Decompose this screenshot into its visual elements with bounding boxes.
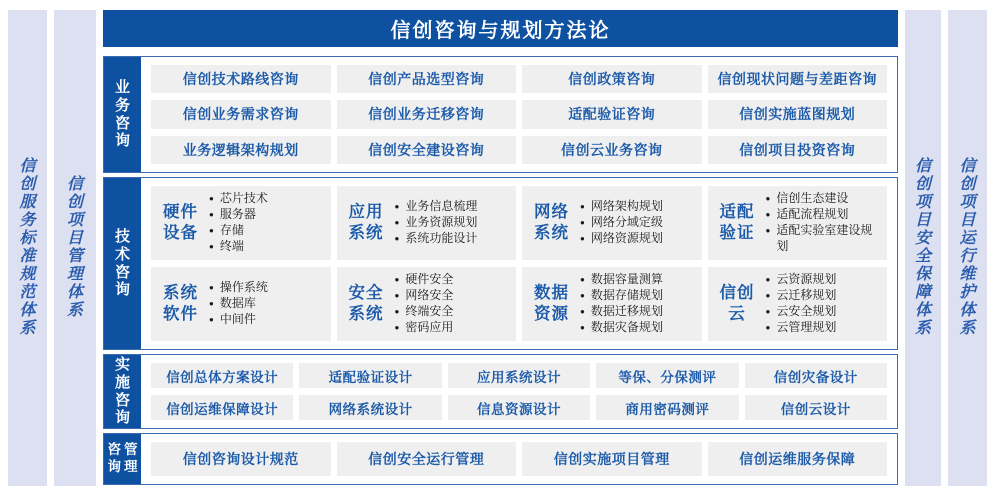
vertical-text-char: 体 xyxy=(19,301,36,319)
bullet-item xyxy=(766,320,837,336)
vertical-text-char: 技 xyxy=(114,228,130,246)
bullet-dot-icon: ● xyxy=(580,202,585,212)
bullet-text: 终端 xyxy=(219,238,244,253)
item-chip: 信创现状问题与差距咨询 xyxy=(708,65,888,93)
sidebar-security-assurance xyxy=(905,10,941,486)
bullet-item xyxy=(209,280,268,296)
group-title-line: 软件 xyxy=(163,305,198,323)
vertical-text-char: 目 xyxy=(66,230,83,248)
bullet-dot-icon: ● xyxy=(580,275,585,285)
vertical-text-char: 准 xyxy=(19,248,36,265)
group-title-line: 设备 xyxy=(163,224,198,242)
section-technical-consulting xyxy=(103,177,898,350)
bullet-text: 数据灾备规划 xyxy=(590,319,663,334)
section-technical-content xyxy=(141,178,897,349)
vertical-text-char: 范 xyxy=(19,283,36,301)
group-bullet-list xyxy=(580,199,663,246)
bullet-dot-icon: ● xyxy=(580,233,585,243)
group-card xyxy=(337,186,517,260)
section-management-label xyxy=(104,434,141,484)
bullet-dot-icon: ● xyxy=(765,194,771,204)
bullet-dot-icon: ● xyxy=(209,299,214,309)
bullet-text: 网络安全 xyxy=(405,288,454,303)
group-title-line: 系统 xyxy=(534,224,569,242)
bullet-text: 业务资源规划 xyxy=(405,215,478,230)
bullet-dot-icon: ● xyxy=(580,218,585,228)
item-chip: 信创运维保障设计 xyxy=(151,395,293,420)
group-title-line: 应用 xyxy=(348,202,384,221)
bullet-item xyxy=(395,320,454,336)
main-column xyxy=(103,10,898,486)
bullet-item xyxy=(395,272,454,288)
group-card xyxy=(337,267,517,341)
group-title-line: 适配 xyxy=(719,202,755,221)
bullet-text: 业务信息梳理 xyxy=(405,199,478,214)
bullet-item xyxy=(580,215,663,231)
bullet-dot-icon: ● xyxy=(765,291,771,301)
vertical-text-char: 咨 xyxy=(114,391,130,409)
section-consulting-management xyxy=(103,433,898,485)
bullet-text: 云管理规划 xyxy=(776,319,837,334)
bullet-item xyxy=(580,199,663,215)
vertical-text-char: 项 xyxy=(959,194,976,212)
section-business-consulting xyxy=(103,56,898,173)
vertical-text-char: 运 xyxy=(959,230,976,248)
bullet-item xyxy=(580,272,663,288)
group-title-line: 系统 xyxy=(348,224,384,242)
vertical-text-char: 询 xyxy=(114,281,130,299)
vertical-text-char: 系 xyxy=(914,319,931,337)
bullet-dot-icon: ● xyxy=(580,307,585,316)
bullet-item xyxy=(580,320,663,336)
bullet-dot-icon: ● xyxy=(765,275,771,285)
group-card xyxy=(708,267,888,341)
item-chip: 网络系统设计 xyxy=(299,395,441,420)
bullet-text: 网络资源规划 xyxy=(590,230,663,245)
bullet-text: 服务器 xyxy=(219,207,256,222)
bullet-dot-icon: ● xyxy=(394,218,400,228)
vertical-text-char: 安 xyxy=(914,230,931,248)
vertical-text-char: 系 xyxy=(959,319,976,337)
vertical-text-column xyxy=(915,158,931,337)
bullet-item xyxy=(209,191,268,207)
vertical-text-char: 询 xyxy=(107,459,121,474)
group-title-line: 验证 xyxy=(719,224,755,242)
item-chip: 信创总体方案设计 xyxy=(151,363,293,388)
item-chip: 信创安全运行管理 xyxy=(337,442,517,476)
bullet-text: 存储 xyxy=(219,223,244,237)
item-chip: 信息资源设计 xyxy=(448,395,590,420)
section-technical-label xyxy=(104,178,141,349)
vertical-text-char: 询 xyxy=(114,132,130,150)
bullet-dot-icon: ● xyxy=(209,283,214,293)
group-title-line: 云 xyxy=(728,305,746,323)
group-title-line: 安全 xyxy=(348,283,384,302)
vertical-text-char: 目 xyxy=(914,212,931,230)
vertical-text-char: 实 xyxy=(114,356,130,374)
vertical-text-char: 咨 xyxy=(114,263,130,281)
bullet-item xyxy=(766,207,884,223)
bullet-item xyxy=(766,272,837,288)
group-title-line: 硬件 xyxy=(163,202,198,221)
vertical-text-char: 信 xyxy=(19,158,36,176)
bullet-item xyxy=(395,231,478,247)
vertical-text-char: 询 xyxy=(114,409,130,427)
bullet-item xyxy=(395,199,478,215)
item-chip: 信创政策咨询 xyxy=(522,65,702,93)
bullet-text: 云资源规划 xyxy=(776,272,837,287)
sidebar-project-management xyxy=(54,10,96,486)
group-card xyxy=(522,186,702,260)
section-business-label xyxy=(104,57,141,172)
vertical-text-char: 信 xyxy=(914,158,931,176)
bullet-dot-icon: ● xyxy=(209,241,214,251)
item-chip: 信创实施项目管理 xyxy=(522,442,702,476)
bullet-dot-icon: ● xyxy=(394,291,400,301)
vertical-text-char: 规 xyxy=(19,265,36,283)
vertical-text-column xyxy=(67,176,83,319)
group-bullet-list xyxy=(209,191,268,254)
section-implementation-consulting xyxy=(103,354,898,429)
bullet-text: 操作系统 xyxy=(219,280,268,295)
bullet-dot-icon: ● xyxy=(394,233,400,243)
item-chip: 信创项目投资咨询 xyxy=(708,136,888,164)
vertical-text-char: 理 xyxy=(66,265,83,283)
vertical-text-char: 体 xyxy=(914,301,931,319)
bullet-text: 中间件 xyxy=(219,311,256,326)
bullet-text: 芯片技术 xyxy=(219,191,268,206)
diagram-title: 信创咨询与规划方法论 xyxy=(103,10,898,47)
bullet-dot-icon: ● xyxy=(394,202,400,212)
group-bullet-list xyxy=(395,199,478,246)
bullet-text: 云安全规划 xyxy=(776,304,837,318)
bullet-dot-icon: ● xyxy=(209,314,214,324)
vertical-text-column xyxy=(108,442,122,476)
item-chip: 信创业务需求咨询 xyxy=(151,100,331,128)
group-title xyxy=(163,283,198,326)
bullet-dot-icon: ● xyxy=(765,210,771,220)
item-chip: 业务逻辑架构规划 xyxy=(151,136,331,164)
vertical-text-char: 管 xyxy=(124,442,138,458)
vertical-text-char: 术 xyxy=(114,245,130,263)
bullet-item xyxy=(580,304,663,320)
bullet-text: 云迁移规划 xyxy=(776,288,837,303)
vertical-text-char: 业 xyxy=(114,79,130,97)
vertical-text-char: 创 xyxy=(66,194,83,212)
section-implementation-content xyxy=(141,355,897,428)
vertical-text-char: 服 xyxy=(19,194,36,212)
group-bullet-list xyxy=(209,280,268,327)
item-chip: 适配验证咨询 xyxy=(522,100,702,128)
vertical-text-char: 系 xyxy=(66,301,83,319)
bullet-dot-icon: ● xyxy=(580,291,585,301)
group-title-line: 系统 xyxy=(163,283,198,302)
group-bullet-list xyxy=(395,272,454,335)
bullet-item xyxy=(766,288,837,304)
vertical-text-char: 项 xyxy=(914,194,931,212)
bullet-text: 网络分域定级 xyxy=(590,215,663,230)
vertical-text-char: 创 xyxy=(19,176,36,194)
section-implementation-label xyxy=(104,355,141,428)
vertical-text-char: 咨 xyxy=(107,442,121,458)
bullet-item xyxy=(766,191,884,207)
bullet-dot-icon: ● xyxy=(209,210,214,220)
vertical-text-column xyxy=(115,228,130,299)
item-chip: 应用系统设计 xyxy=(448,363,590,388)
vertical-text-char: 标 xyxy=(19,230,36,248)
bullet-text: 适配流程规划 xyxy=(776,207,849,222)
bullet-dot-icon: ● xyxy=(765,226,771,235)
group-title xyxy=(720,202,755,245)
bullet-dot-icon: ● xyxy=(394,307,400,316)
bullet-text: 信创生态建设 xyxy=(776,191,849,206)
bullet-text: 网络架构规划 xyxy=(590,199,663,214)
bullet-item xyxy=(209,239,268,255)
vertical-text-char: 体 xyxy=(959,301,976,319)
item-chip: 信创技术路线咨询 xyxy=(151,65,331,93)
item-chip: 信创运维服务保障 xyxy=(708,442,888,476)
bullet-item xyxy=(209,223,268,239)
vertical-text-char: 障 xyxy=(914,283,931,301)
vertical-text-char: 维 xyxy=(959,265,976,283)
vertical-text-char: 护 xyxy=(959,283,976,301)
bullet-dot-icon: ● xyxy=(209,226,214,235)
group-title-line: 系统 xyxy=(348,305,384,323)
bullet-text: 数据存储规划 xyxy=(590,288,663,303)
vertical-text-char: 创 xyxy=(959,176,976,194)
item-chip: 商用密码测评 xyxy=(596,395,738,420)
vertical-text-column xyxy=(115,356,130,427)
group-bullet-list xyxy=(766,191,884,254)
group-title xyxy=(534,202,569,245)
group-card xyxy=(522,267,702,341)
vertical-text-char: 施 xyxy=(114,373,130,391)
vertical-text-char: 行 xyxy=(959,248,976,265)
item-chip: 信创产品选型咨询 xyxy=(337,65,517,93)
group-card xyxy=(151,186,331,260)
bullet-dot-icon: ● xyxy=(394,322,400,332)
group-card xyxy=(151,267,331,341)
bullet-text: 数据容量测算 xyxy=(590,272,663,287)
bullet-item xyxy=(209,207,268,223)
item-chip: 信创咨询设计规范 xyxy=(151,442,331,476)
bullet-item xyxy=(395,304,454,320)
vertical-text-char: 体 xyxy=(66,283,83,301)
item-chip: 等保、分保测评 xyxy=(596,363,738,388)
group-bullet-list xyxy=(580,272,663,335)
vertical-text-column xyxy=(124,442,138,476)
item-chip: 信创灾备设计 xyxy=(745,363,887,388)
group-card xyxy=(708,186,888,260)
bullet-text: 密码应用 xyxy=(405,319,454,334)
group-bullet-list xyxy=(766,272,837,335)
item-chip: 适配验证设计 xyxy=(299,363,441,388)
vertical-text-char: 务 xyxy=(19,212,36,230)
bullet-dot-icon: ● xyxy=(580,322,585,332)
vertical-text-char: 全 xyxy=(914,248,931,265)
vertical-text-char: 管 xyxy=(66,248,83,265)
group-title xyxy=(534,283,569,326)
vertical-text-char: 创 xyxy=(914,176,931,194)
group-title xyxy=(720,283,755,326)
group-title xyxy=(349,283,384,326)
vertical-text-char: 理 xyxy=(124,459,138,474)
item-chip: 信创业务迁移咨询 xyxy=(337,100,517,128)
bullet-text: 数据迁移规划 xyxy=(590,304,663,318)
group-title-line: 数据 xyxy=(534,283,569,302)
bullet-item xyxy=(209,312,268,328)
bullet-text: 数据库 xyxy=(219,296,256,311)
sidebar-operation-maintenance xyxy=(948,10,987,486)
vertical-text-char: 信 xyxy=(66,176,83,194)
vertical-text-char: 务 xyxy=(114,96,130,114)
group-title-line: 信创 xyxy=(719,283,755,302)
bullet-dot-icon: ● xyxy=(765,307,771,316)
vertical-text-char: 系 xyxy=(19,319,36,337)
vertical-text-char: 信 xyxy=(959,158,976,176)
vertical-text-char: 项 xyxy=(66,212,83,230)
vertical-text-column xyxy=(19,158,35,337)
section-management-content xyxy=(141,434,897,484)
group-title-line: 资源 xyxy=(534,305,569,323)
vertical-text-column xyxy=(115,79,130,150)
item-chip: 信创云业务咨询 xyxy=(522,136,702,164)
vertical-text-char: 目 xyxy=(959,212,976,230)
group-title xyxy=(163,202,198,245)
bullet-text: 终端安全 xyxy=(405,304,454,318)
bullet-item xyxy=(580,288,663,304)
bullet-item xyxy=(766,304,837,320)
bullet-item xyxy=(580,231,663,247)
item-chip: 信创安全建设咨询 xyxy=(337,136,517,164)
bullet-text: 硬件安全 xyxy=(405,272,454,287)
section-business-content xyxy=(141,57,897,172)
sidebar-service-standards xyxy=(8,10,47,486)
item-chip: 信创实施蓝图规划 xyxy=(708,100,888,128)
bullet-dot-icon: ● xyxy=(394,275,400,285)
bullet-text: 适配实验室建设规划 xyxy=(776,223,873,253)
bullet-item xyxy=(395,215,478,231)
bullet-item xyxy=(395,288,454,304)
group-title-line: 网络 xyxy=(534,202,569,221)
bullet-dot-icon: ● xyxy=(765,322,771,332)
vertical-text-char: 咨 xyxy=(114,114,130,132)
bullet-text: 系统功能设计 xyxy=(405,230,478,245)
group-title xyxy=(349,202,384,245)
vertical-text-char: 保 xyxy=(914,265,931,283)
item-chip: 信创云设计 xyxy=(745,395,887,420)
vertical-text-column xyxy=(959,158,975,337)
bullet-dot-icon: ● xyxy=(209,194,214,204)
bullet-item xyxy=(209,296,268,312)
bullet-item xyxy=(766,223,884,255)
